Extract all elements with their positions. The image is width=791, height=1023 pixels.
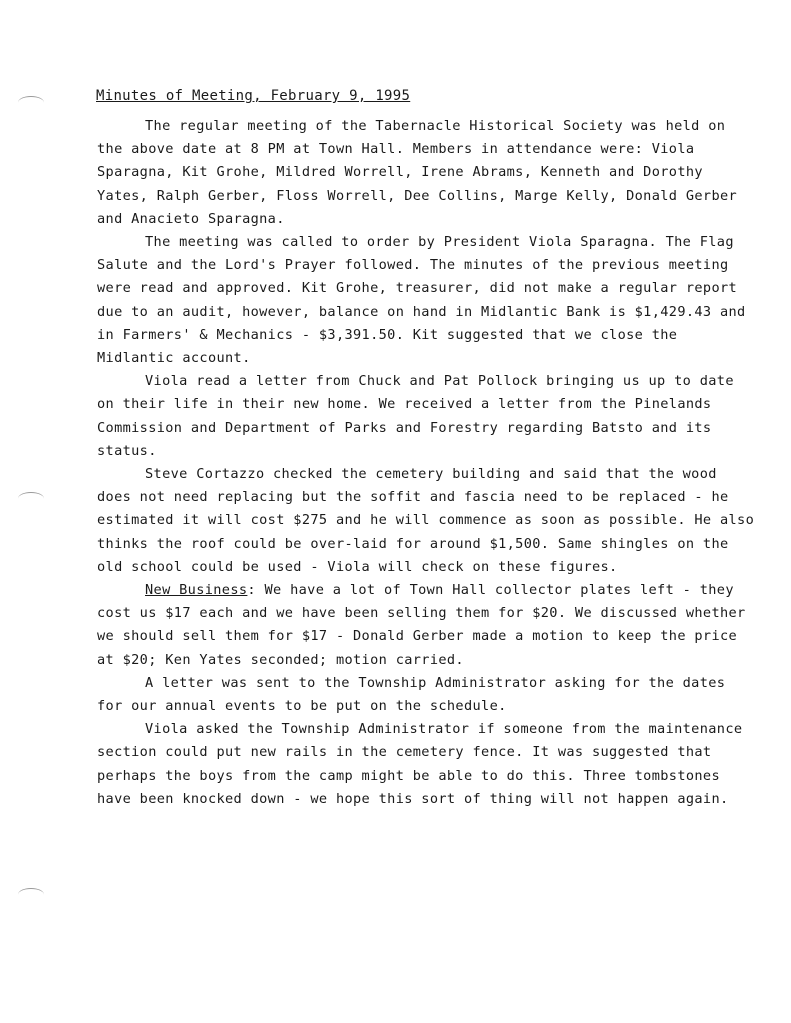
paragraph-call-to-order: The meeting was called to order by President Viola Sparagna. The Flag Salute and the Lord's Prayer followed. The minutes of the previous meeting were read and approved. Kit Grohe, treasurer, did not make a regular report due to an audit, however, balance on hand in Midlantic Bank is $1,429.43 and in Farmers' & Mechanics - $3,391.50. Kit suggested that we close the Midlantic account.: [97, 234, 746, 367]
document-body: [97, 115, 757, 811]
hole-punch-mark: [18, 888, 44, 901]
paragraph-cemetery-fence: Viola asked the Township Administrator if someone from the maintenance section could put new rails in the cemetery fence. It was suggested that perhaps the boys from the camp might be able to do this. Three tombstones have been knocked down - we hope this sort of thing will not happen again.: [97, 721, 743, 807]
new-business-heading: New Business: [145, 582, 248, 599]
hole-punch-mark: [18, 492, 44, 505]
document-title: Minutes of Meeting, February 9, 1995: [96, 88, 411, 104]
paragraph-cemetery-building: Steve Cortazzo checked the cemetery building and said that the wood does not need replacing but the soffit and fascia need to be replaced - he estimated it will cost $275 and he will commence as soon as possible. He also thinks the roof could be over-laid for around $1,500. Same shingles on the old school could be used - Viola will check on these figures.: [97, 466, 755, 575]
paragraph-township-letter: A letter was sent to the Township Administrator asking for the dates for our annual events to be put on the schedule.: [97, 674, 726, 715]
new-business-text: : We have a lot of Town Hall collector plates left - they cost us $17 each and we have been selling them for $20. We discussed whether we should sell them for $17 - Donald Gerber made a motion to keep the price at $20; Ken Yates seconded; motion carried.: [97, 582, 746, 668]
paragraph-attendance: The regular meeting of the Tabernacle Historical Society was held on the above date at 8 PM at Town Hall. Members in attendance were: Viola Sparagna, Kit Grohe, Mildred Worrell, Irene Abrams, Kenneth and Dorothy Yates, Ralph Gerber, Floss Worrell, Dee Collins, Marge Kelly, Donald Gerber and Anacieto Sparagna.: [97, 118, 738, 227]
hole-punch-mark: [18, 96, 44, 109]
paragraph-new-business: [97, 579, 757, 672]
paragraph-letters: Viola read a letter from Chuck and Pat Pollock bringing us up to date on their life in their new home. We received a letter from the Pinelands Commission and Department of Parks and Forestry regarding Batsto and its status.: [97, 373, 734, 459]
